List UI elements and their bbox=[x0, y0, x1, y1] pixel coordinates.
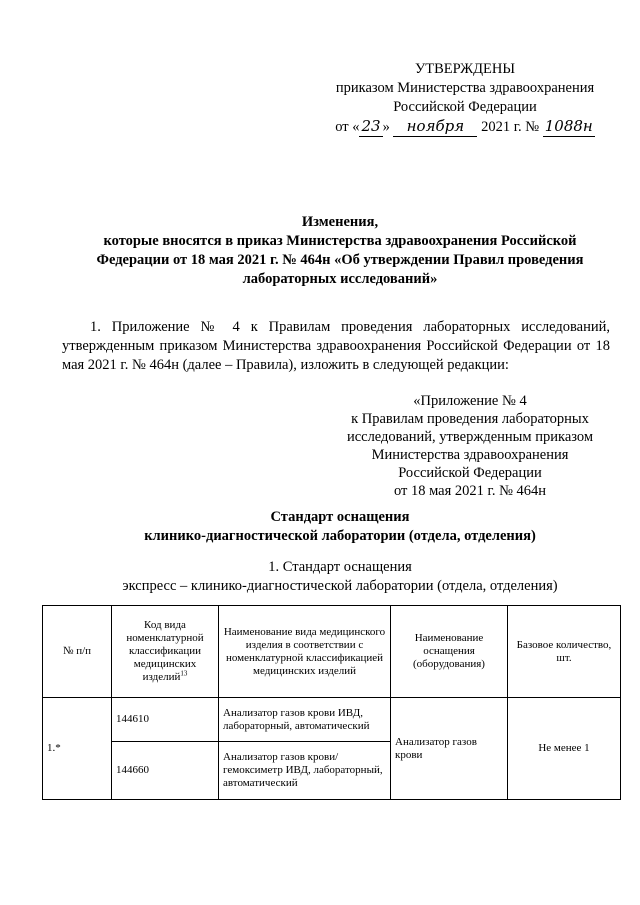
footnote-ref: 13 bbox=[180, 669, 188, 678]
changes-title-line: Изменения, bbox=[301, 214, 379, 230]
annex-line: «Приложение № 4 bbox=[413, 393, 527, 409]
section-title bbox=[40, 558, 640, 596]
order-month: ноября bbox=[393, 117, 477, 137]
order-year: 2021 г. № bbox=[481, 119, 540, 135]
changes-title-line: которые вносятся в приказ Министерства здравоохранения Российской bbox=[103, 233, 577, 249]
annex-reference bbox=[310, 392, 630, 500]
order-mid: » bbox=[382, 119, 390, 135]
table-row bbox=[43, 698, 621, 742]
equipment-table bbox=[42, 605, 621, 800]
annex-line: Министерства здравоохранения bbox=[371, 447, 569, 463]
paragraph-1: 1. Приложение № 4 к Правилам проведения лабораторных исследований, утвержденным приказом Министерства здравоохранения Российской Федерации от 18 мая 2021 г. № 464н (далее – Правила), изложить в следующей редакции: bbox=[62, 319, 610, 373]
row-qty: Не менее 1 bbox=[508, 698, 621, 800]
annex-line: к Правилам проведения лабораторных bbox=[351, 411, 589, 427]
order-day: 23 bbox=[361, 117, 381, 135]
approval-heading: УТВЕРЖДЕНЫ bbox=[414, 61, 516, 77]
approval-by-order: приказом Министерства здравоохранения bbox=[335, 80, 595, 96]
approval-block bbox=[300, 60, 630, 137]
header-name: Наименование вида медицинского изделия в соответствии с номенклатурной классификацией медицинских изделий bbox=[219, 606, 391, 698]
annex-line: Российской Федерации bbox=[398, 465, 542, 481]
row-name: Анализатор газов крови ИВД, лабораторный, автоматический bbox=[219, 698, 391, 742]
row-equipment: Анализатор газов крови bbox=[391, 698, 508, 800]
standard-title-line: клинико-диагностической лаборатории (отдела, отделения) bbox=[144, 528, 536, 544]
annex-line: от 18 мая 2021 г. № 464н bbox=[393, 483, 547, 499]
order-prefix: от « bbox=[335, 119, 360, 135]
row-num: 1.* bbox=[43, 698, 112, 800]
header-num: № п/п bbox=[43, 606, 112, 698]
changes-title-line: Федерации от 18 мая 2021 г. № 464н «Об утверждении Правил проведения bbox=[96, 252, 584, 268]
standard-title-line: Стандарт оснащения bbox=[270, 509, 410, 525]
row-name: Анализатор газов крови/гемоксиметр ИВД, лабораторный, автоматический bbox=[219, 742, 391, 800]
order-line bbox=[300, 117, 630, 137]
annex-line: исследований, утвержденным приказом bbox=[346, 429, 594, 445]
changes-title bbox=[40, 213, 640, 289]
table-header-row bbox=[43, 606, 621, 698]
row-code: 144610 bbox=[112, 698, 219, 742]
changes-title-line: лабораторных исследований» bbox=[242, 271, 438, 287]
section-title-line: экспресс – клинико-диагностической лаборатории (отдела, отделения) bbox=[122, 578, 558, 594]
order-number: 1088н bbox=[544, 117, 593, 135]
row-code: 144660 bbox=[112, 742, 219, 800]
header-equipment: Наименование оснащения (оборудования) bbox=[391, 606, 508, 698]
approval-federation: Российской Федерации bbox=[393, 99, 537, 115]
header-code bbox=[112, 606, 219, 698]
section-title-line: 1. Стандарт оснащения bbox=[268, 559, 412, 575]
header-qty: Базовое количество, шт. bbox=[508, 606, 621, 698]
header-code-text: Код вида номенклатурной классификации медицинских изделий bbox=[126, 619, 204, 683]
standard-title bbox=[40, 508, 640, 546]
